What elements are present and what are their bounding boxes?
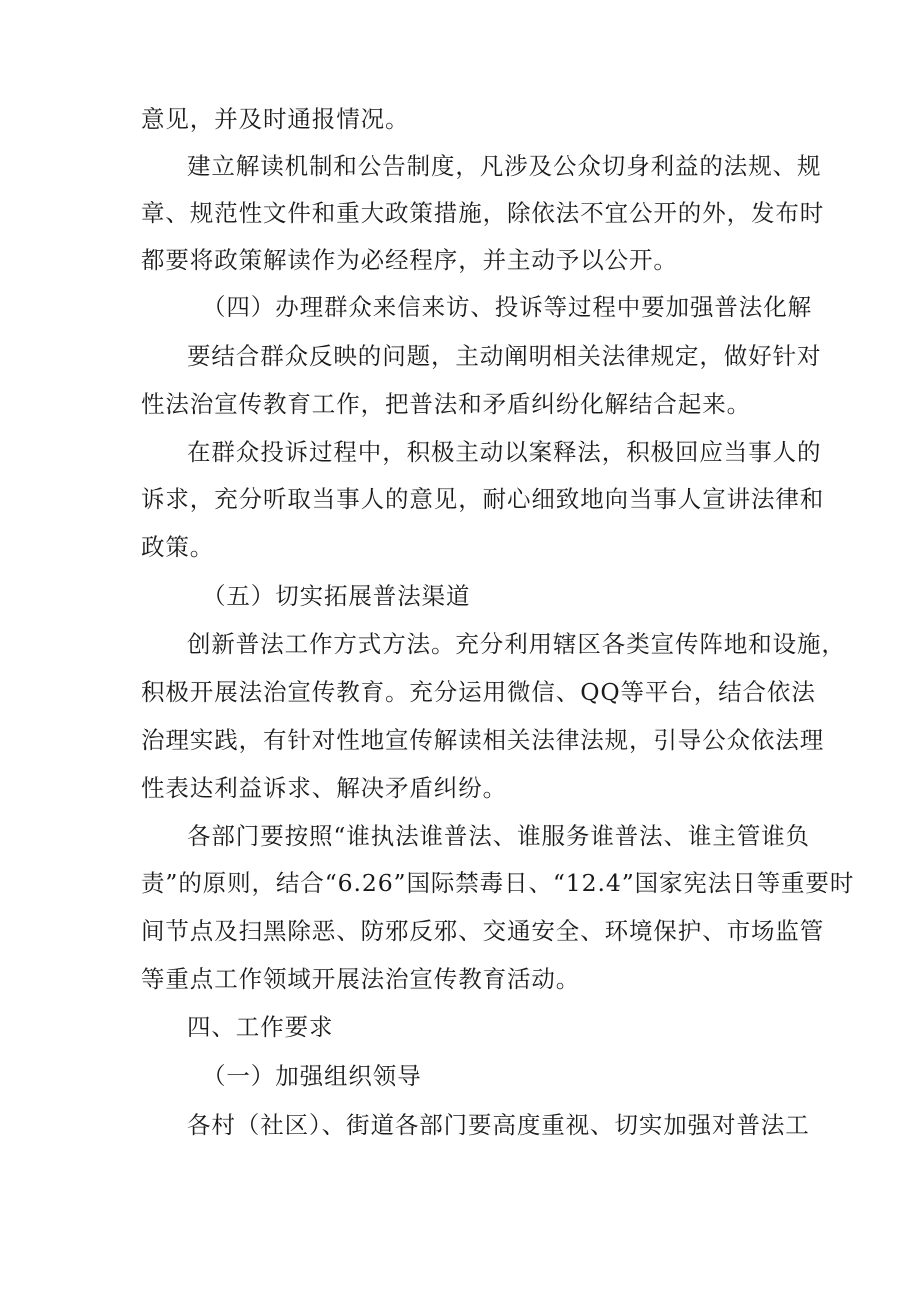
paragraph-line: 诉求，充分听取当事人的意见，耐心细致地向当事人宣讲法律和 [141, 485, 825, 513]
paragraph-line: 章、规范性文件和重大政策措施，除依法不宜公开的外，发布时 [141, 199, 825, 227]
paragraph-line: 政策。 [141, 533, 215, 561]
paragraph-line: 建立解读机制和公告制度，凡涉及公众切身利益的法规、规 [187, 152, 822, 180]
paragraph-line: 责”的原则，结合“6.26”国际禁毒日、“12.4”国家宪法日等重要时 [141, 869, 855, 897]
paragraph-line: 各部门要按照“谁执法谁普法、谁服务谁普法、谁主管谁负 [187, 822, 810, 850]
paragraph-line: 等重点工作领域开展法治宣传教育活动。 [141, 965, 581, 993]
section-heading: （一）加强组织领导 [202, 1062, 422, 1090]
paragraph-line: 都要将政策解读作为必经程序，并主动予以公开。 [141, 246, 678, 274]
chapter-heading: 四、工作要求 [187, 1013, 334, 1041]
paragraph-line: 治理实践，有针对性地宣传解读相关法律法规，引导公众依法理 [141, 726, 825, 754]
paragraph-line: 在群众投诉过程中，积极主动以案释法，积极回应当事人的 [187, 438, 822, 466]
section-heading: （五）切实拓展普法渠道 [202, 582, 471, 610]
section-heading: （四）办理群众来信来访、投诉等过程中要加强普法化解 [202, 293, 812, 321]
paragraph-line: 性表达利益诉求、解决矛盾纠纷。 [141, 774, 507, 802]
paragraph-line: 积极开展法治宣传教育。充分运用微信、QQ等平台，结合依法 [141, 678, 816, 706]
paragraph-line: 各村（社区）、街道各部门要高度重视、切实加强对普法工 [187, 1111, 810, 1139]
paragraph-line: 意见，并及时通报情况。 [141, 105, 410, 133]
paragraph-line: 间节点及扫黑除恶、防邪反邪、交通安全、环境保护、市场监管 [141, 917, 825, 945]
paragraph-line: 性法治宣传教育工作，把普法和矛盾纠纷化解结合起来。 [141, 390, 751, 418]
paragraph-line: 要结合群众反映的问题，主动阐明相关法律规定，做好针对 [187, 342, 822, 370]
paragraph-line: 创新普法工作方式方法。充分利用辖区各类宣传阵地和设施， [187, 630, 846, 658]
